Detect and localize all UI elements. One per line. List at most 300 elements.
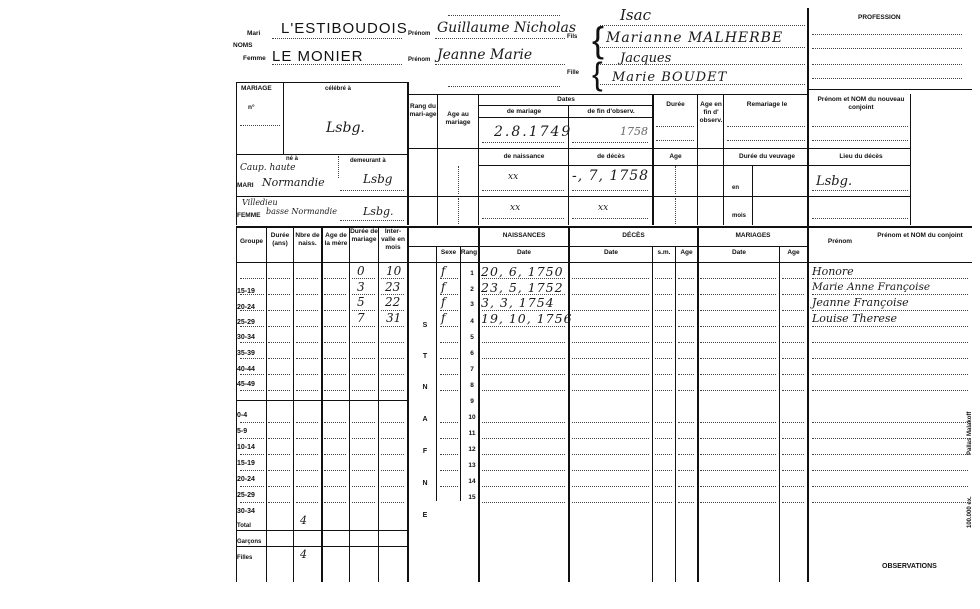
col-sexe: Sexe: [440, 249, 457, 256]
row-rule: [782, 438, 804, 439]
row-rule: [700, 358, 776, 359]
rank-number: 3: [470, 301, 474, 308]
row-rule: [352, 326, 375, 327]
row-rule: [700, 310, 776, 311]
row-rule: [782, 278, 804, 279]
row-rule: [381, 310, 404, 311]
child-intervalle: 23: [385, 280, 401, 294]
mari-residence: Lsbg: [363, 172, 393, 186]
row-rule: [572, 422, 649, 423]
fille-label: Fille: [567, 70, 580, 76]
row-rule: [700, 486, 776, 487]
col-groupe: Groupe: [239, 238, 264, 245]
no-label: n°: [248, 104, 255, 111]
row-rule: [268, 438, 290, 439]
filles-value: 4: [300, 548, 307, 561]
child-intervalle: 22: [385, 295, 401, 309]
group-label: 5-9: [237, 428, 248, 435]
row-rule: [482, 294, 565, 295]
row-rule: [655, 470, 672, 471]
row-rule: [812, 390, 968, 391]
row-rule: [572, 454, 649, 455]
child-prenom: Honore: [812, 265, 854, 278]
group-label: 20-24: [237, 304, 255, 311]
row-rule: [678, 438, 694, 439]
row-rule: [440, 470, 458, 471]
duree-label: Durée: [666, 101, 685, 108]
col-mariages: MARIAGES: [735, 232, 771, 239]
row-rule: [812, 422, 968, 423]
observations-label: OBSERVATIONS: [882, 563, 937, 570]
mois-label: mois: [732, 213, 747, 219]
enfants-letter: F: [422, 448, 428, 455]
row-rule: [268, 342, 290, 343]
row-rule: [324, 390, 346, 391]
row-rule: [352, 278, 375, 279]
row-rule: [572, 278, 649, 279]
col-intervalle: Inter-valle en mois: [381, 228, 405, 251]
rank-number: 9: [470, 398, 474, 405]
group-label: 25-29: [237, 319, 255, 326]
col-duree-mariage: Durée de mariage: [350, 228, 378, 243]
row-rule: [240, 326, 264, 327]
row-rule: [678, 278, 694, 279]
nouveau-conjoint-label: Prénom et NOM du nouveau conjoint: [817, 96, 905, 111]
row-rule: [324, 358, 346, 359]
rank-number: 6: [470, 350, 474, 357]
row-rule: [268, 374, 290, 375]
age-fin-label: Age en fin d' observ.: [699, 101, 723, 124]
fils-label: Fils: [567, 34, 578, 40]
row-rule: [572, 486, 649, 487]
group-label: 25-29: [237, 492, 255, 499]
row-rule: [782, 422, 804, 423]
row-rule: [324, 470, 346, 471]
row-rule: [268, 278, 290, 279]
row-rule: [678, 342, 694, 343]
row-rule: [700, 390, 776, 391]
col-prenom-conjoint: Prénom et NOM du conjoint: [877, 232, 963, 239]
row-rule: [268, 294, 290, 295]
row-rule: [381, 502, 404, 503]
child-prenom: Jeanne Françoise: [812, 296, 909, 309]
femme-residence: Lsbg.: [363, 205, 394, 218]
rank-number: 14: [468, 478, 476, 485]
row-rule: [440, 294, 458, 295]
rank-number: 15: [468, 494, 476, 501]
row-rule: [782, 374, 804, 375]
row-rule: [482, 422, 565, 423]
row-rule: [812, 438, 968, 439]
row-rule: [296, 278, 318, 279]
row-rule: [381, 422, 404, 423]
row-rule: [440, 310, 458, 311]
row-rule: [812, 326, 968, 327]
femme-birth-prefix: Villedieu: [242, 198, 278, 207]
row-rule: [240, 342, 264, 343]
publisher-credit: Pallas Malakoff: [967, 411, 973, 455]
rank-number: 8: [470, 382, 474, 389]
row-rule: [812, 358, 968, 359]
husband-surname: L'ESTIBOUDOIS: [281, 20, 408, 37]
row-rule: [352, 390, 375, 391]
row-rule: [482, 390, 565, 391]
row-rule: [352, 470, 375, 471]
row-rule: [812, 294, 968, 295]
row-rule: [240, 358, 264, 359]
femme-label: Femme: [243, 55, 266, 62]
row-rule: [352, 486, 375, 487]
row-rule: [352, 310, 375, 311]
rang-label: Rang du mari-age: [409, 103, 437, 118]
husband-firstnames: Guillaume Nicholas: [437, 20, 577, 36]
row-rule: [268, 470, 290, 471]
mari-row-label: MARI: [237, 182, 254, 189]
row-rule: [655, 294, 672, 295]
col-mariage-age: Age: [787, 249, 800, 256]
row-rule: [700, 278, 776, 279]
child-intervalle: 10: [386, 264, 402, 278]
row-rule: [812, 502, 968, 503]
row-rule: [700, 422, 776, 423]
row-rule: [296, 454, 318, 455]
row-rule: [268, 390, 290, 391]
row-rule: [655, 326, 672, 327]
row-rule: [700, 294, 776, 295]
child-birth-date: 20, 6, 1750: [481, 264, 564, 279]
child-birth-date: 3, 3, 1754: [481, 295, 555, 310]
row-rule: [381, 390, 404, 391]
row-rule: [782, 342, 804, 343]
rank-number: 4: [470, 318, 474, 325]
row-rule: [268, 454, 290, 455]
row-rule: [678, 358, 694, 359]
date-mariage-value: 2.8.1749: [494, 124, 573, 140]
row-rule: [381, 470, 404, 471]
row-rule: [381, 374, 404, 375]
row-rule: [655, 422, 672, 423]
rank-number: 2: [470, 286, 474, 293]
row-rule: [572, 502, 649, 503]
group-label: 30-34: [237, 508, 255, 515]
fils-brace: {: [592, 19, 605, 60]
child-prenom: Marie Anne Françoise: [812, 281, 931, 293]
row-rule: [482, 502, 565, 503]
row-rule: [381, 342, 404, 343]
de-deces-label: de décès: [597, 153, 625, 160]
row-rule: [482, 486, 565, 487]
lieu-deces-label: Lieu du décès: [839, 153, 883, 160]
mariage-title: MARIAGE: [241, 85, 272, 92]
row-rule: [782, 326, 804, 327]
col-mariage-date: Date: [731, 249, 747, 256]
enfants-letter: S: [422, 322, 428, 329]
date-fin-value: 1758: [620, 125, 648, 138]
wife-surname: LE MONIER: [272, 48, 364, 65]
de-fin-label: de fin d'observ.: [587, 108, 635, 115]
femme-death-date: xx: [598, 203, 609, 213]
enfants-letter: A: [422, 416, 428, 423]
row-rule: [268, 502, 290, 503]
col-deces: DÉCÈS: [622, 232, 645, 239]
rank-number: 5: [470, 334, 474, 341]
row-rule: [440, 278, 458, 279]
row-rule: [678, 486, 694, 487]
row-rule: [812, 310, 968, 311]
row-rule: [700, 326, 776, 327]
row-rule: [296, 422, 318, 423]
row-rule: [381, 326, 404, 327]
en-label: en: [732, 185, 740, 191]
row-rule: [324, 502, 346, 503]
row-rule: [655, 310, 672, 311]
row-rule: [352, 502, 375, 503]
total-label: Total: [237, 523, 251, 529]
row-rule: [482, 278, 565, 279]
row-rule: [296, 390, 318, 391]
row-rule: [812, 486, 968, 487]
row-rule: [482, 326, 565, 327]
group-label: 15-19: [237, 288, 255, 295]
group-label: 15-19: [237, 460, 255, 467]
col-deces-date: Date: [603, 249, 619, 256]
mariage-place: Lsbg.: [326, 120, 365, 136]
row-rule: [812, 454, 968, 455]
row-rule: [324, 294, 346, 295]
rank-number: 12: [468, 446, 476, 453]
age-label2: Age: [669, 153, 682, 160]
enfants-letter: N: [422, 384, 428, 391]
duree-veuvage-label: Durée du veuvage: [739, 153, 795, 160]
row-rule: [572, 326, 649, 327]
row-rule: [655, 390, 672, 391]
row-rule: [240, 470, 264, 471]
row-rule: [812, 278, 968, 279]
row-rule: [381, 438, 404, 439]
wife-firstnames: Jeanne Marie: [437, 47, 533, 63]
row-rule: [678, 502, 694, 503]
row-rule: [700, 470, 776, 471]
row-rule: [678, 326, 694, 327]
lieu-deces-value: Lsbg.: [816, 174, 853, 189]
group-label: 40-44: [237, 366, 255, 373]
dates-label: Dates: [557, 96, 575, 103]
row-rule: [440, 326, 458, 327]
row-rule: [572, 470, 649, 471]
row-rule: [240, 294, 264, 295]
row-rule: [352, 342, 375, 343]
row-rule: [440, 358, 458, 359]
row-rule: [296, 358, 318, 359]
row-rule: [655, 358, 672, 359]
child-sexe: f: [441, 311, 446, 325]
row-rule: [440, 486, 458, 487]
row-rule: [482, 438, 565, 439]
row-rule: [352, 422, 375, 423]
row-rule: [678, 422, 694, 423]
col-deces-age: Age: [680, 249, 693, 256]
enfants-letter: E: [422, 512, 428, 519]
row-rule: [240, 422, 264, 423]
fille-brace: {: [592, 56, 603, 92]
mari-birth-date: xx: [508, 172, 519, 182]
row-rule: [440, 422, 458, 423]
row-rule: [296, 374, 318, 375]
child-duree-mariage: 3: [357, 280, 365, 294]
row-rule: [296, 486, 318, 487]
row-rule: [381, 454, 404, 455]
profession-label: PROFESSION: [858, 14, 901, 21]
col-sm: s.m.: [657, 249, 671, 256]
row-rule: [324, 438, 346, 439]
femme-birth-date: xx: [510, 203, 521, 213]
mari-label: Mari: [247, 30, 261, 37]
noms-label: NOMS: [233, 42, 253, 49]
col-duree: Durée (ans): [270, 232, 290, 247]
row-rule: [296, 310, 318, 311]
print-run: 100.000 ex.: [967, 496, 973, 528]
filles-label: Filles: [237, 555, 253, 561]
row-rule: [240, 374, 264, 375]
row-rule: [268, 310, 290, 311]
row-rule: [324, 374, 346, 375]
row-rule: [812, 374, 968, 375]
row-rule: [296, 470, 318, 471]
total-value: 4: [300, 514, 307, 527]
row-rule: [678, 390, 694, 391]
child-birth-date: 23, 5, 1752: [481, 280, 564, 295]
row-rule: [655, 454, 672, 455]
rank-number: 7: [470, 366, 474, 373]
row-rule: [381, 486, 404, 487]
row-rule: [268, 326, 290, 327]
row-rule: [782, 294, 804, 295]
row-rule: [240, 438, 264, 439]
row-rule: [352, 358, 375, 359]
row-rule: [572, 438, 649, 439]
row-rule: [440, 374, 458, 375]
row-rule: [440, 438, 458, 439]
row-rule: [352, 294, 375, 295]
row-rule: [812, 342, 968, 343]
child-sexe: f: [441, 295, 446, 309]
garcons-label: Garçons: [237, 539, 262, 545]
col-nbre: Nbre de naiss.: [295, 232, 320, 247]
row-rule: [572, 310, 649, 311]
mari-birth-prefix: Caup. haute: [240, 163, 296, 173]
row-rule: [482, 358, 565, 359]
row-rule: [482, 310, 565, 311]
row-rule: [324, 342, 346, 343]
child-birth-date: 19, 10, 1756: [481, 311, 573, 326]
row-rule: [678, 454, 694, 455]
row-rule: [240, 278, 264, 279]
row-rule: [655, 502, 672, 503]
de-naissance-label: de naissance: [503, 153, 545, 160]
age-mariage-label: Age au mariage: [445, 111, 471, 126]
child-duree-mariage: 0: [357, 264, 365, 278]
row-rule: [678, 470, 694, 471]
wife-mother: Marie BOUDET: [612, 70, 728, 85]
row-rule: [381, 278, 404, 279]
row-rule: [324, 278, 346, 279]
row-rule: [572, 294, 649, 295]
row-rule: [352, 374, 375, 375]
row-rule: [572, 374, 649, 375]
prenom-label-wife: Prénom: [408, 57, 431, 63]
col-naissance-date: Date: [516, 249, 532, 256]
row-rule: [240, 390, 264, 391]
row-rule: [700, 374, 776, 375]
rank-number: 1: [470, 270, 474, 277]
row-rule: [655, 486, 672, 487]
demeurant-label: demeurant à: [350, 158, 386, 164]
row-rule: [240, 310, 264, 311]
mari-birth-place: Normandie: [262, 176, 325, 189]
row-rule: [700, 438, 776, 439]
row-rule: [782, 502, 804, 503]
row-rule: [782, 454, 804, 455]
row-rule: [678, 374, 694, 375]
row-rule: [240, 486, 264, 487]
row-rule: [782, 486, 804, 487]
row-rule: [482, 454, 565, 455]
row-rule: [440, 342, 458, 343]
row-rule: [324, 310, 346, 311]
row-rule: [381, 294, 404, 295]
row-rule: [782, 358, 804, 359]
row-rule: [440, 390, 458, 391]
child-intervalle: 31: [386, 311, 402, 325]
row-rule: [352, 438, 375, 439]
row-rule: [440, 454, 458, 455]
enfants-letter: T: [422, 353, 428, 360]
group-label: 0-4: [237, 412, 248, 419]
enfants-letter: N: [422, 480, 428, 487]
col-age-mere: Age de la mère: [324, 232, 348, 247]
col-rang: Rang: [460, 249, 478, 256]
row-rule: [240, 454, 264, 455]
row-rule: [482, 374, 565, 375]
ne-a-label: né à: [286, 156, 299, 162]
row-rule: [655, 278, 672, 279]
husband-father: Isac: [620, 6, 651, 24]
mari-death-date: -, 7, 1758: [572, 168, 650, 184]
prenom-label-husband: Prénom: [408, 31, 431, 37]
row-rule: [782, 390, 804, 391]
row-rule: [655, 438, 672, 439]
celebre-label: célébré à: [325, 86, 352, 92]
de-mariage-label: de mariage: [506, 108, 542, 115]
wife-father: Jacques: [620, 51, 672, 66]
row-rule: [381, 358, 404, 359]
rank-number: 11: [468, 430, 476, 437]
row-rule: [296, 502, 318, 503]
child-duree-mariage: 5: [357, 295, 365, 309]
row-rule: [700, 342, 776, 343]
row-rule: [482, 470, 565, 471]
row-rule: [352, 454, 375, 455]
row-rule: [268, 422, 290, 423]
row-rule: [296, 438, 318, 439]
child-sexe: f: [441, 264, 446, 278]
child-duree-mariage: 7: [357, 311, 365, 325]
group-label: 20-24: [237, 476, 255, 483]
row-rule: [482, 342, 565, 343]
husband-mother: Marianne MALHERBE: [606, 30, 784, 46]
group-label: 45-49: [237, 381, 255, 388]
col-prenom: Prénom: [827, 238, 853, 245]
